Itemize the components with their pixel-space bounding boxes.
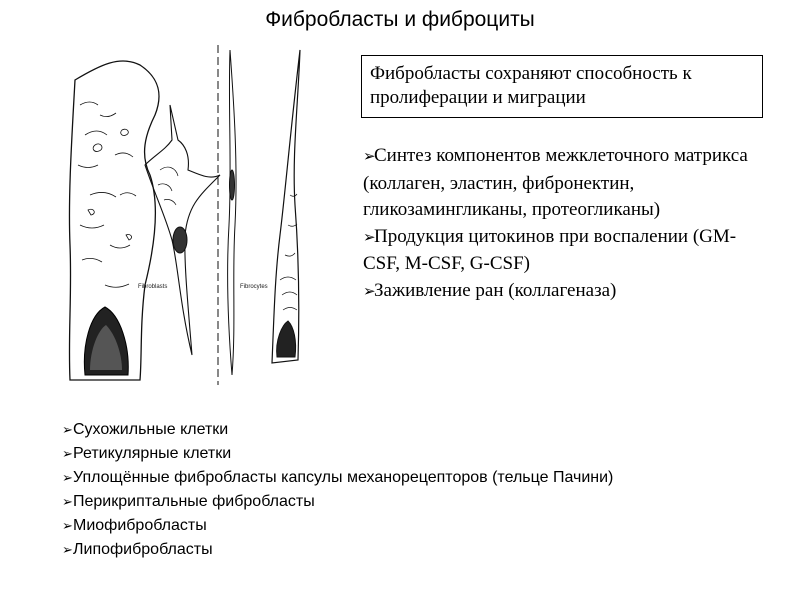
label-fibrocytes: Fibrocytes bbox=[240, 284, 268, 290]
list-item bbox=[62, 442, 792, 466]
arrow-bullet-icon: ➢ bbox=[62, 422, 73, 437]
function-text: Продукция цитокинов при воспалении (GM-CSF, M-CSF, G-CSF) bbox=[363, 225, 737, 274]
list-item bbox=[363, 224, 773, 278]
list-item bbox=[62, 490, 792, 514]
cell-type-text: Ретикулярные клетки bbox=[73, 445, 232, 462]
arrow-bullet-icon: ➢ bbox=[62, 494, 73, 509]
slide-title: Фибробласты и фиброциты bbox=[265, 8, 535, 31]
list-item bbox=[363, 143, 773, 224]
cell-type-text: Миофибробласты bbox=[73, 517, 207, 534]
arrow-bullet-icon: ➢ bbox=[363, 148, 376, 165]
function-text: Синтез компонентов межклеточного матрикса (коллаген, эластин, фибронектин, гликозамингликаны, протеогликаны) bbox=[363, 145, 748, 220]
arrow-bullet-icon: ➢ bbox=[363, 282, 376, 300]
fibroblast-fibrocyte-illustration bbox=[60, 45, 330, 390]
arrow-bullet-icon: ➢ bbox=[62, 470, 73, 485]
list-item bbox=[62, 538, 792, 562]
list-item bbox=[62, 514, 792, 538]
cell-type-text: Липофибробласты bbox=[73, 541, 213, 558]
arrow-bullet-icon: ➢ bbox=[62, 446, 73, 461]
arrow-bullet-icon: ➢ bbox=[62, 518, 73, 533]
cell-type-text: Уплощённые фибробласты капсулы механорецепторов (тельце Пачини) bbox=[73, 469, 614, 486]
cell-types-list bbox=[62, 418, 792, 562]
arrow-bullet-icon: ➢ bbox=[363, 228, 376, 246]
function-text: Заживление ран (коллагеназа) bbox=[374, 279, 617, 301]
functions-list bbox=[363, 143, 773, 305]
label-fibroblasts: Fibroblasts bbox=[138, 284, 168, 290]
arrow-bullet-icon: ➢ bbox=[62, 542, 73, 557]
list-item bbox=[363, 278, 773, 306]
callout-box: Фибробласты сохраняют способность к пролиферации и миграции bbox=[361, 55, 763, 118]
cell-type-text: Перикриптальные фибробласты bbox=[73, 493, 315, 510]
list-item bbox=[62, 466, 792, 490]
list-item bbox=[62, 418, 792, 442]
cell-type-text: Сухожильные клетки bbox=[73, 421, 229, 438]
